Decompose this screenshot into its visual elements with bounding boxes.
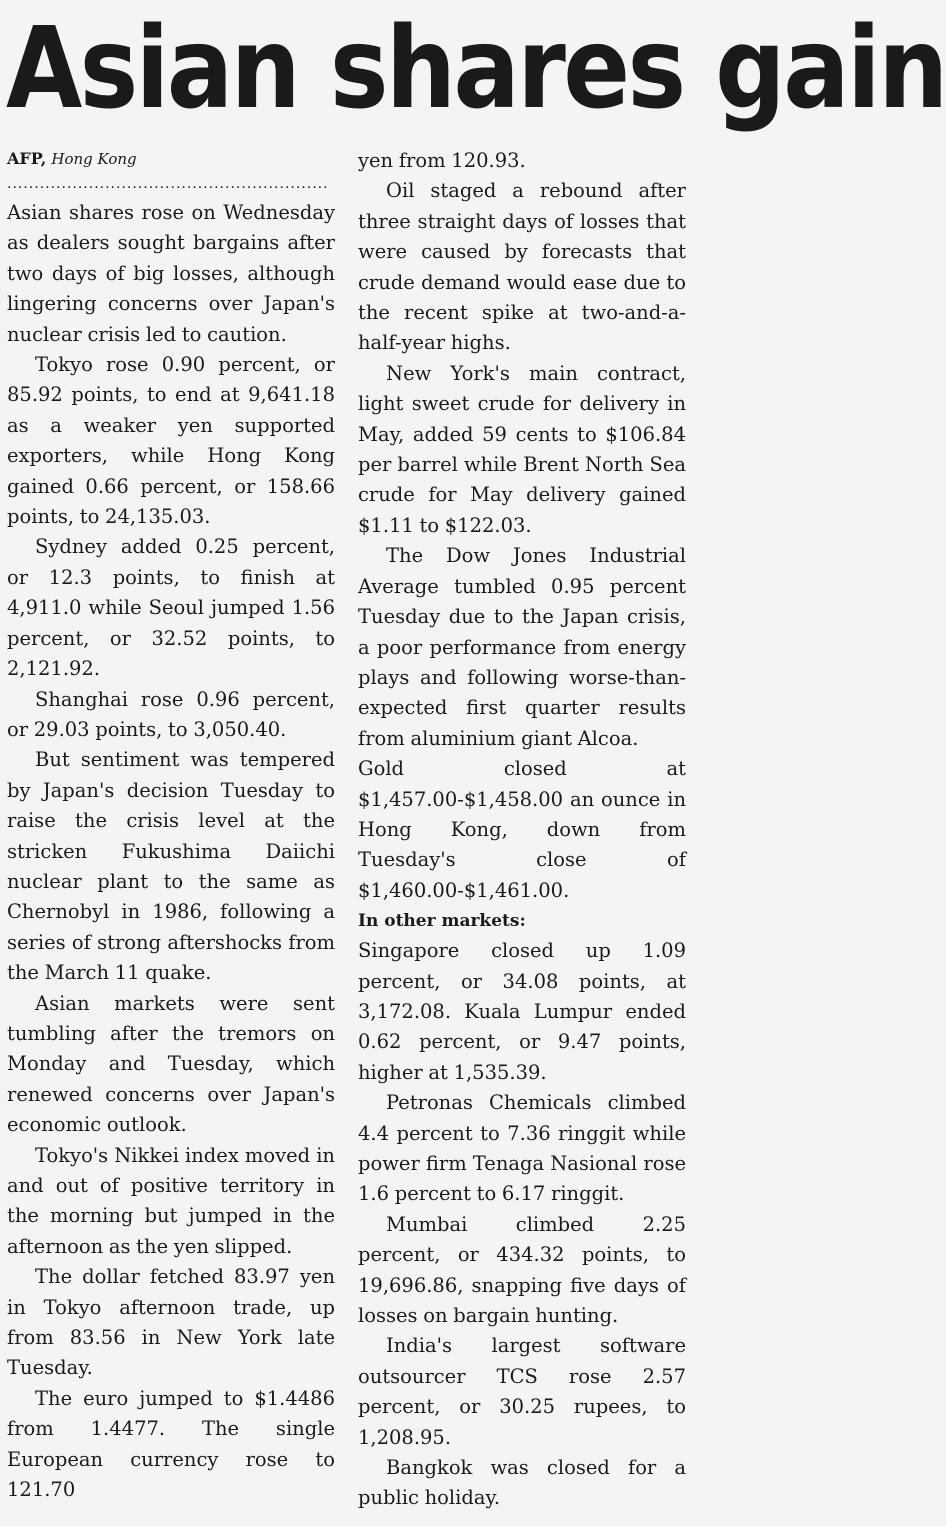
article-paragraph: The dollar fetched 83.97 yen in Tokyo afternoon trade, up from 83.56 in New York late Tuesday. — [7, 1265, 335, 1380]
article-paragraph: The Dow Jones Industrial Average tumbled 0.95 percent Tuesday due to the Japan crisis, a poor performance from energy plays and following worse-than-expected first quarter results from aluminium giant Alcoa. — [358, 544, 686, 750]
byline-source: AFP, — [7, 149, 47, 168]
article-paragraph: The euro jumped to $1.4486 from 1.4477. The single European currency rose to 121.70 — [7, 1386, 335, 1502]
column-left — [7, 146, 335, 1505]
article-paragraph: Tokyo's Nikkei index moved in and out of positive territory in the morning but jumped in the afternoon as the yen slipped. — [7, 1143, 335, 1258]
gold-paragraph: Gold closed at $1,457.00-$1,458.00 an ounce in Hong Kong, down from Tuesday's close of $1,460.00-$1,461.00. — [358, 757, 686, 902]
article-paragraph: New York's main contract, light sweet crude for delivery in May, added 59 cents to $106.84 per barrel while Brent North Sea crude for May delivery gained $1.11 to $122.03. — [358, 361, 686, 537]
byline — [7, 146, 335, 174]
column-right — [358, 146, 686, 1514]
byline-place: Hong Kong — [51, 150, 137, 168]
article-paragraph: Asian shares rose on Wednesday as dealers sought bargains after two days of big losses, although lingering concerns over Japan's nuclear crisis led to caution. — [7, 201, 335, 346]
article-continuation: yen from 120.93. — [358, 149, 526, 172]
article-paragraph: Asian markets were sent tumbling after the tremors on Monday and Tuesday, which renewed concerns over Japan's economic outlook. — [7, 991, 335, 1137]
article-paragraph: Sydney added 0.25 percent, or 12.3 points, to finish at 4,911.0 while Seoul jumped 1.56 percent, or 32.52 points, to 2,121.92. — [7, 535, 335, 681]
article-paragraph: But sentiment was tempered by Japan's decision Tuesday to raise the crisis level at the stricken Fukushima Daiichi nuclear plant to the same as Chernobyl in 1986, following a series of strong aftershocks from the March 11 quake. — [7, 748, 335, 985]
dotted-divider: ........................................................... — [7, 176, 329, 192]
article-paragraph: Shanghai rose 0.96 percent, or 29.03 points, to 3,050.40. — [7, 687, 335, 741]
article-paragraph: India's largest software outsourcer TCS rose 2.57 percent, or 30.25 rupees, to 1,208.95. — [358, 1334, 686, 1449]
article-paragraph: Mumbai climbed 2.25 percent, or 434.32 points, to 19,696.86, snapping five days of losses on bargain hunting. — [358, 1212, 686, 1328]
article-paragraph: Oil staged a rebound after three straight days of losses that were caused by forecasts that crude demand would ease due to the recent spike at two-and-a-half-year highs. — [358, 179, 686, 355]
other-markets-subhead: In other markets: — [358, 911, 526, 932]
singapore-paragraph: Singapore closed up 1.09 percent, or 34.08 points, at 3,172.08. Kuala Lumpur ended 0.62 percent, or 9.47 points, higher at 1,535.39. — [358, 939, 686, 1084]
article-paragraph: Petronas Chemicals climbed 4.4 percent to 7.36 ringgit while power firm Tenaga Nasional rose 1.6 percent to 6.17 ringgit. — [358, 1091, 686, 1206]
article-paragraph: Bangkok was closed for a public holiday. — [358, 1456, 686, 1510]
headline: Asian shares gain — [6, 4, 946, 134]
article-paragraph: Tokyo rose 0.90 percent, or 85.92 points, to end at 9,641.18 as a weaker yen supported exporters, while Hong Kong gained 0.66 percent, or 158.66 points, to 24,135.03. — [7, 353, 335, 529]
